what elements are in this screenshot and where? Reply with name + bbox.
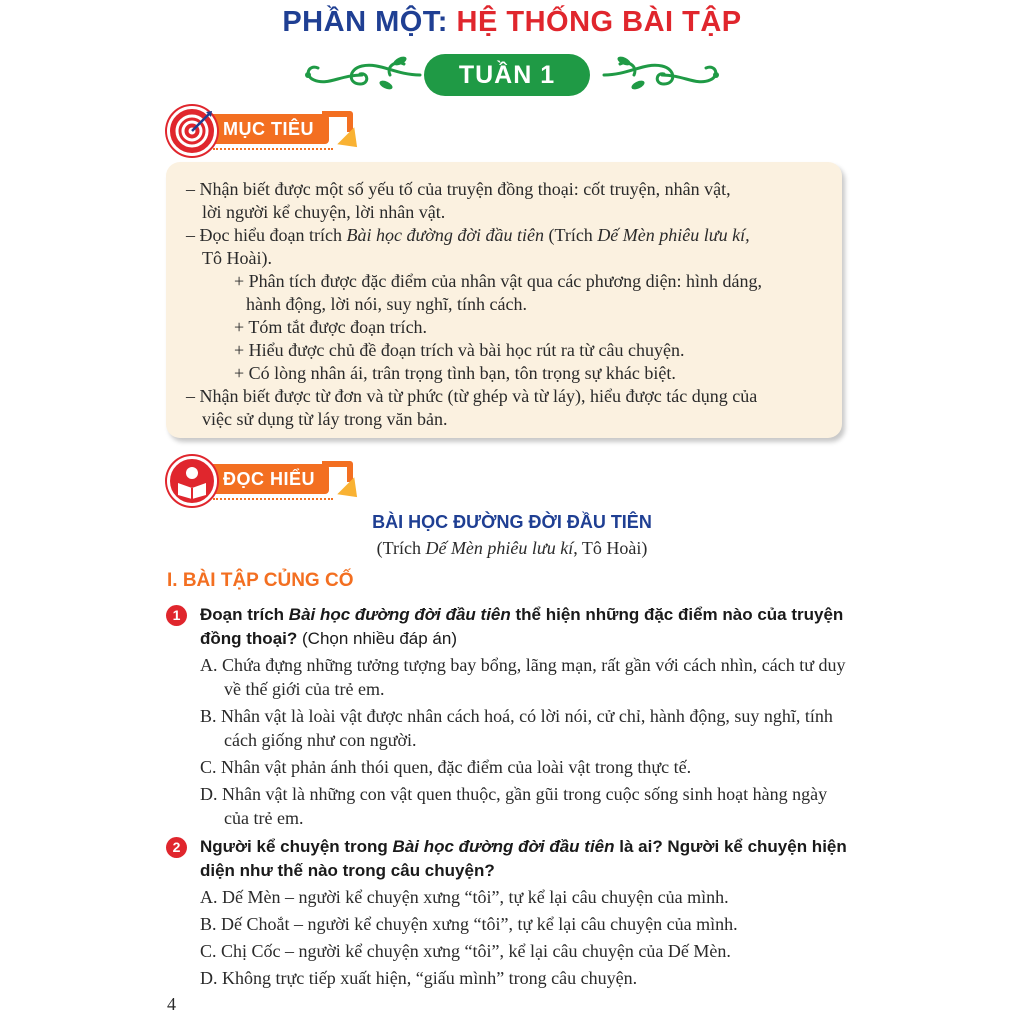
page-title [0, 6, 1024, 39]
objective-line: + Hiểu được chủ đề đoạn trích và bài học rút ra từ câu chuyện. [234, 340, 685, 360]
page-number: 4 [167, 994, 176, 1014]
arrow-icon [320, 110, 364, 154]
objective-line: việc sử dụng từ láy trong văn bản. [202, 409, 448, 429]
objective-line: + Có lòng nhân ái, trân trọng tình bạn, tôn trọng sự khác biệt. [234, 363, 676, 383]
reading-badge-label: ĐỌC HIỂU [199, 464, 329, 494]
objective-line: – Nhận biết được từ đơn và từ phức (từ ghép và từ láy), hiểu được tác dụng của [186, 386, 758, 406]
right-ornament-icon [600, 52, 724, 98]
answer-option[interactable]: A. Chứa đựng những tưởng tượng bay bổng, lãng mạn, rất gần với cách nhìn, cách tư duy về thế giới của trẻ em. [200, 655, 846, 699]
objective-line: – Đọc hiểu đoạn trích Bài học đường đời đầu tiên (Trích Dế Mèn phiêu lưu kí, [186, 225, 750, 245]
answer-option[interactable]: C. Chị Cốc – người kể chuyện xưng “tôi”, kể lại câu chuyện của Dế Mèn. [200, 941, 731, 961]
target-icon [167, 106, 217, 156]
question-2-options [200, 885, 850, 993]
objective-line: + Tóm tắt được đoạn trích. [234, 317, 428, 337]
week-banner [300, 52, 724, 98]
objectives-box [166, 162, 842, 438]
answer-option[interactable]: A. Dế Mèn – người kể chuyện xưng “tôi”, tự kể lại câu chuyện của mình. [200, 887, 729, 907]
answer-option[interactable]: C. Nhân vật phản ánh thói quen, đặc điểm của loài vật trong thực tế. [200, 757, 692, 777]
left-ornament-icon [300, 52, 424, 98]
section-title: I. BÀI TẬP CỦNG CỐ [167, 570, 354, 591]
part-label: PHẦN MỘT: [282, 6, 448, 38]
answer-option[interactable]: B. Dế Choắt – người kể chuyện xưng “tôi”, tự kể lại câu chuyện của mình. [200, 914, 738, 934]
arrow-icon [320, 460, 364, 504]
reading-source: (Trích Dế Mèn phiêu lưu kí, Tô Hoài) [376, 538, 648, 558]
answer-option[interactable]: B. Nhân vật là loài vật được nhân cách hoá, có lời nói, cử chỉ, hành động, suy nghĩ, tính cách giống như con người. [200, 706, 833, 750]
question-text: Đoạn trích Bài học đường đời đầu tiên thể hiện những đặc điểm nào của truyện đồng thoại? (Chọn nhiều đáp án) [200, 605, 844, 648]
objective-line: hành động, lời nói, suy nghĩ, tính cách. [246, 294, 527, 314]
objective-line: lời người kể chuyện, lời nhân vật. [202, 202, 446, 222]
objective-line: + Phân tích được đặc điểm của nhân vật qua các phương diện: hình dáng, [234, 271, 763, 291]
week-label: TUẦN 1 [424, 54, 590, 96]
answer-option[interactable]: D. Nhân vật là những con vật quen thuộc, gần gũi trong cuộc sống sinh hoạt hàng ngày của trẻ em. [200, 784, 828, 828]
question-2 [166, 835, 856, 883]
objectives-badge-label: MỤC TIÊU [199, 114, 329, 144]
objective-line: Tô Hoài). [202, 248, 272, 268]
objectives-badge [165, 104, 365, 156]
part-title: HỆ THỐNG BÀI TẬP [456, 6, 742, 38]
question-number: 2 [166, 837, 187, 858]
answer-option[interactable]: D. Không trực tiếp xuất hiện, “giấu mình” trong câu chuyện. [200, 968, 638, 988]
reading-title: BÀI HỌC ĐƯỜNG ĐỜI ĐẦU TIÊN [372, 512, 652, 532]
question-text: Người kể chuyện trong Bài học đường đời đầu tiên là ai? Người kể chuyện hiện diện như thế nào trong câu chuyện? [200, 837, 847, 880]
reading-badge [165, 454, 365, 506]
reader-icon [167, 456, 217, 506]
objective-line: – Nhận biết được một số yếu tố của truyện đồng thoại: cốt truyện, nhân vật, [186, 179, 731, 199]
question-1 [166, 603, 856, 651]
question-number: 1 [166, 605, 187, 626]
question-1-options [200, 653, 850, 833]
